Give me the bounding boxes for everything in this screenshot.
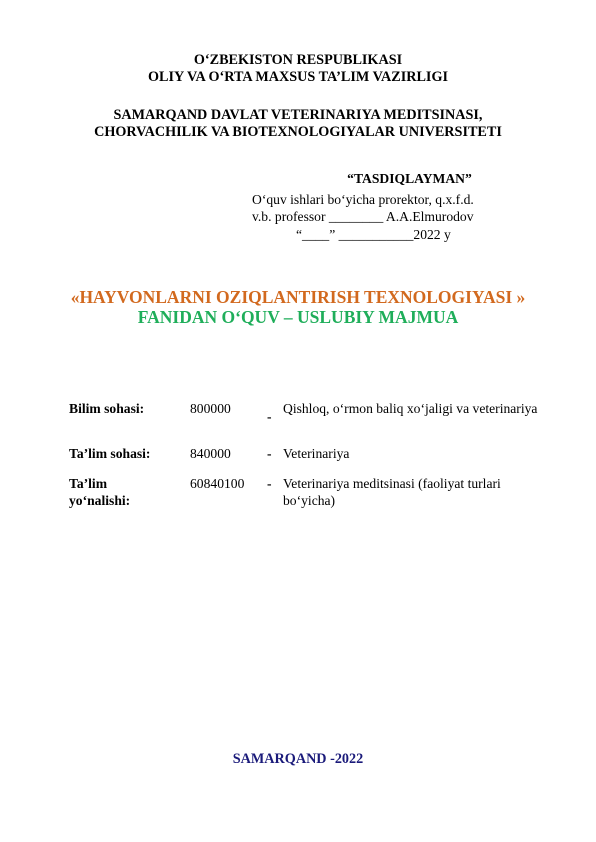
approval-date: “____” ___________2022 y bbox=[296, 227, 451, 242]
info-dash: - bbox=[267, 476, 272, 491]
header-university-line2: CHORVACHILIK VA BIOTEXNOLOGIYALAR UNIVERSITETI bbox=[94, 124, 502, 140]
approval-position: O‘quv ishlari bo‘yicha prorektor, q.x.f.d. bbox=[252, 192, 474, 207]
info-value: Veterinariya bbox=[283, 446, 350, 461]
info-label: Ta’lim yo‘nalishi: bbox=[69, 476, 131, 508]
header-country: O‘ZBEKISTON RESPUBLIKASI bbox=[193, 52, 403, 68]
info-dash: - bbox=[267, 409, 272, 424]
header-university-line1: SAMARQAND DAVLAT VETERINARIYA MEDITSINASI, bbox=[113, 107, 483, 123]
info-label: Bilim sohasi: bbox=[69, 401, 145, 416]
info-label: Ta’lim sohasi: bbox=[69, 446, 151, 461]
approval-title: “TASDIQLAYMAN” bbox=[347, 171, 472, 186]
info-code: 60840100 bbox=[190, 476, 245, 491]
info-dash: - bbox=[267, 446, 272, 461]
info-value: Qishloq, o‘rmon baliq xo‘jaligi va veterinariya bbox=[283, 401, 538, 416]
course-title-line1: «HAYVONLARNI OZIQLANTIRISH TEXNOLOGIYASI » bbox=[70, 287, 526, 307]
approval-signature: v.b. professor ________ A.A.Elmurodov bbox=[252, 209, 474, 224]
info-value: Veterinariya meditsinasi (faoliyat turlari bo‘yicha) bbox=[283, 476, 501, 508]
header-ministry: OLIY VA O‘RTA MAXSUS TA’LIM VAZIRLIGI bbox=[148, 69, 448, 85]
course-title-line2: FANIDAN O‘QUV – USLUBIY MAJMUA bbox=[137, 307, 459, 327]
info-code: 800000 bbox=[190, 401, 231, 416]
info-code: 840000 bbox=[190, 446, 231, 461]
footer-city-year: SAMARQAND -2022 bbox=[232, 751, 364, 767]
